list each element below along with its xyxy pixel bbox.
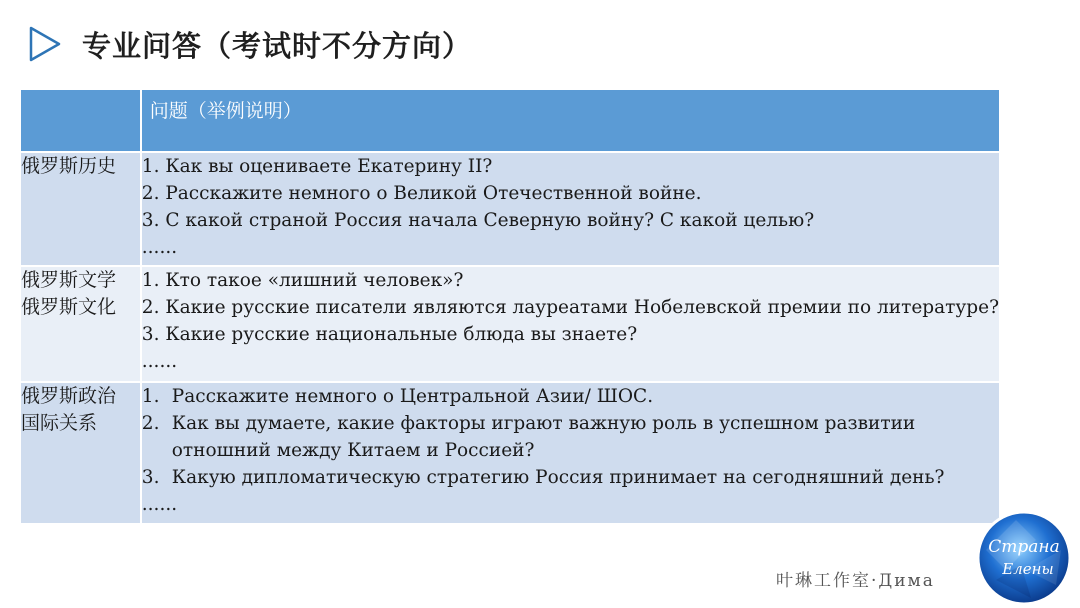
ellipsis: ...... (141, 351, 178, 372)
question-list (142, 383, 999, 491)
topic-label: 俄罗斯文学 (21, 269, 117, 291)
topic-cell (21, 265, 142, 381)
question-line: 3. Какие русские национальные блюда вы знаете? (141, 324, 638, 345)
item-text: Расскажите немного о Центральной Азии/ ШОС. (171, 386, 654, 407)
topic-label: 俄罗斯历史 (21, 155, 117, 177)
questions-cell (142, 265, 999, 381)
table-row (21, 381, 999, 523)
ellipsis: ...... (141, 494, 178, 515)
slide-header (28, 20, 472, 68)
questions-cell (142, 381, 999, 523)
table-row (21, 151, 999, 265)
questions-cell (142, 151, 999, 265)
header-questions-cell: 问题（举例说明） (142, 90, 999, 151)
topic-label: 俄罗斯政治 (21, 385, 117, 407)
qa-table (21, 90, 999, 523)
item-number: 3. (141, 467, 160, 488)
play-triangle-icon (28, 25, 62, 63)
table-header-row (21, 90, 999, 151)
question-line: 2. Какие русские писатели являются лауреатами Нобелевской премии по литературе? (141, 297, 999, 318)
footer-credit: 叶琳工作室·Дима (776, 571, 935, 591)
list-item (142, 410, 999, 464)
topic-label: 俄罗斯文化 (21, 296, 117, 318)
question-line: 1. Как вы оцениваете Екатерину II? (141, 156, 493, 177)
list-item (142, 383, 999, 410)
topic-label: 国际关系 (21, 412, 98, 434)
item-text: Как вы думаете, какие факторы играют важную роль в успешном развитии отношний между Китаем и Россией? (171, 413, 916, 461)
svg-text:Страна: Страна (988, 537, 1060, 557)
question-line: 3. С какой страной Россия начала Северную войну? С какой целью? (141, 210, 815, 231)
studio-logo (976, 510, 1072, 606)
item-number: 1. (141, 386, 160, 407)
svg-text:Елены: Елены (1002, 560, 1054, 578)
question-line: 1. Кто такое «лишний человек»? (141, 270, 464, 291)
item-text: Какую дипломатическую стратегию Россия принимает на сегодняшний день? (171, 467, 945, 488)
slide-title: 专业问答（考试时不分方向） (82, 28, 473, 63)
topic-cell (21, 381, 142, 523)
item-number: 2. (141, 413, 160, 434)
table-row (21, 265, 999, 381)
header-topic-cell (21, 90, 142, 151)
topic-cell (21, 151, 142, 265)
question-line: 2. Расскажите немного о Великой Отечественной войне. (141, 183, 702, 204)
list-item (142, 464, 999, 491)
ellipsis: ...... (141, 237, 178, 258)
